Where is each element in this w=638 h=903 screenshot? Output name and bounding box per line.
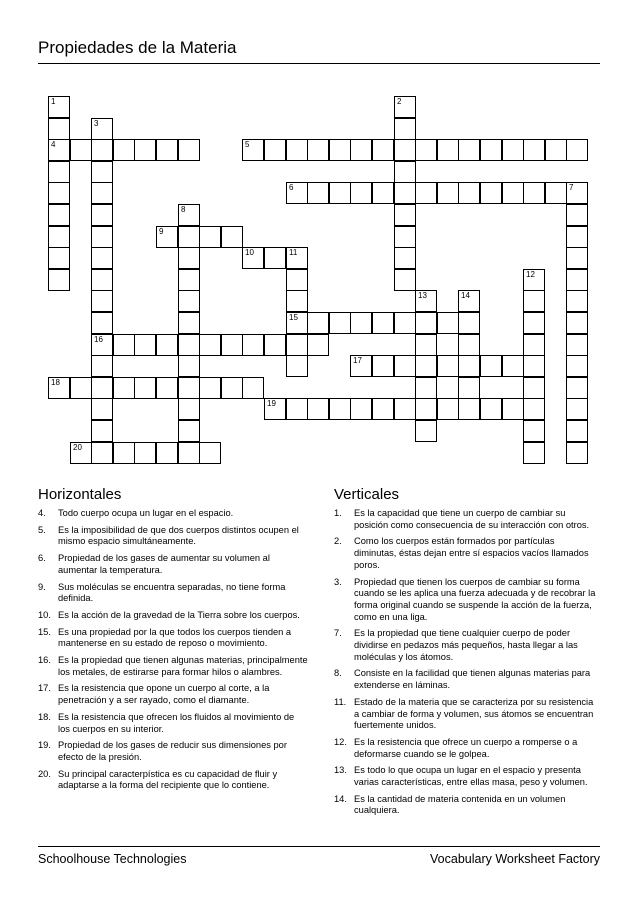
clue-number-label: 14 <box>461 291 470 300</box>
clue-item <box>334 697 598 732</box>
clue-text: Es la acción de la gravedad de la Tierra sobre los cuerpos. <box>58 609 300 620</box>
clue-item <box>334 765 598 788</box>
crossword-cell[interactable] <box>134 139 156 161</box>
crossword-cell[interactable] <box>91 442 113 464</box>
crossword-cell[interactable] <box>437 312 459 334</box>
clue-number: 15. <box>38 626 51 637</box>
crossword-cell[interactable] <box>394 355 416 377</box>
crossword-cell[interactable] <box>242 139 264 161</box>
crossword-cell[interactable] <box>415 312 437 334</box>
clue-item <box>38 740 308 763</box>
crossword-cell[interactable] <box>91 290 113 312</box>
crossword-cell[interactable] <box>458 377 480 399</box>
clue-number: 16. <box>38 655 51 666</box>
crossword-cell[interactable] <box>523 420 545 442</box>
crossword-cell[interactable] <box>566 398 588 420</box>
clue-number: 17. <box>38 683 51 694</box>
crossword-cell[interactable] <box>221 226 243 248</box>
crossword-cell[interactable] <box>458 334 480 356</box>
footer-divider <box>38 846 600 847</box>
crossword-cell[interactable] <box>91 355 113 377</box>
crossword-cell[interactable] <box>113 442 135 464</box>
crossword-cell[interactable] <box>372 355 394 377</box>
crossword-cell[interactable] <box>156 226 178 248</box>
crossword-cell[interactable] <box>91 247 113 269</box>
clue-item <box>334 628 598 663</box>
clue-item <box>334 577 598 624</box>
crossword-cell[interactable] <box>178 312 200 334</box>
crossword-cell[interactable] <box>178 139 200 161</box>
crossword-cell[interactable] <box>523 269 545 291</box>
crossword-cell[interactable] <box>415 182 437 204</box>
crossword-cell[interactable] <box>91 334 113 356</box>
crossword-cell[interactable] <box>286 312 308 334</box>
clue-text: Es una propiedad por la que todos los cuerpos tienden a mantenerse en su estado de reposo o movimiento. <box>58 626 292 649</box>
clue-number-label: 10 <box>245 248 254 257</box>
crossword-cell[interactable] <box>415 334 437 356</box>
crossword-cell[interactable] <box>48 377 70 399</box>
clue-text: Es la capacidad que tiene un cuerpo de cambiar su posición como consecuencia de su interacción con otros. <box>354 508 590 530</box>
crossword-cell[interactable] <box>264 334 286 356</box>
crossword-cell[interactable] <box>437 398 459 420</box>
clue-item <box>334 794 598 817</box>
crossword-cell[interactable] <box>134 334 156 356</box>
crossword-cell[interactable] <box>156 442 178 464</box>
crossword-cell[interactable] <box>48 182 70 204</box>
crossword-cell[interactable] <box>372 312 394 334</box>
clue-text: Estado de la materia que se caracteriza por su resistencia a cambiar de forma y volumen, sus átomos se encuentran fuertemente unidos. <box>354 696 594 731</box>
crossword-cell[interactable] <box>178 290 200 312</box>
clue-text: Es la propiedad que tiene cualquier cuerpo de poder dividirse en pedazos más pequeños, hasta llegar a las moléculas y los átomos. <box>354 628 578 662</box>
clue-item <box>334 737 598 760</box>
horizontales-clue-list <box>38 508 308 797</box>
clue-number-label: 15 <box>289 313 298 322</box>
crossword-cell[interactable] <box>286 290 308 312</box>
clue-text: Es la resistencia que ofrece un cuerpo a romperse o a deformarse cuando se le golpea. <box>354 736 578 759</box>
crossword-cell[interactable] <box>242 247 264 269</box>
crossword-cell[interactable] <box>48 118 70 140</box>
crossword-cell[interactable] <box>566 442 588 464</box>
clue-number-label: 18 <box>51 378 60 387</box>
crossword-cell[interactable] <box>91 118 113 140</box>
crossword-cell[interactable] <box>134 442 156 464</box>
clue-number: 8. <box>334 668 342 679</box>
crossword-cell[interactable] <box>394 139 416 161</box>
clue-text: Es la resistencia que ofrecen los fluidos al movimiento de los cuerpos en su interior. <box>58 711 295 734</box>
crossword-cell[interactable] <box>415 290 437 312</box>
crossword-cell[interactable] <box>156 377 178 399</box>
crossword-cell[interactable] <box>48 226 70 248</box>
crossword-cell[interactable] <box>394 96 416 118</box>
crossword-cell[interactable] <box>264 139 286 161</box>
crossword-cell[interactable] <box>523 182 545 204</box>
clue-number-label: 3 <box>94 119 99 128</box>
crossword-cell[interactable] <box>566 420 588 442</box>
crossword-cell[interactable] <box>91 204 113 226</box>
crossword-cell[interactable] <box>307 139 329 161</box>
crossword-cell[interactable] <box>48 96 70 118</box>
crossword-cell[interactable] <box>394 161 416 183</box>
clue-item <box>38 582 308 605</box>
crossword-cell[interactable] <box>545 139 567 161</box>
crossword-cell[interactable] <box>178 420 200 442</box>
crossword-cell[interactable] <box>48 161 70 183</box>
crossword-cell[interactable] <box>307 398 329 420</box>
crossword-cell[interactable] <box>199 334 221 356</box>
clue-number: 5. <box>38 524 46 535</box>
clue-number: 18. <box>38 711 51 722</box>
crossword-cell[interactable] <box>113 139 135 161</box>
crossword-cell[interactable] <box>178 334 200 356</box>
crossword-cell[interactable] <box>480 182 502 204</box>
crossword-cell[interactable] <box>178 226 200 248</box>
crossword-cell[interactable] <box>242 334 264 356</box>
clue-number: 11. <box>334 696 347 707</box>
crossword-cell[interactable] <box>566 226 588 248</box>
crossword-cell[interactable] <box>221 377 243 399</box>
crossword-cell[interactable] <box>566 377 588 399</box>
crossword-cell[interactable] <box>178 247 200 269</box>
crossword-cell[interactable] <box>394 182 416 204</box>
crossword-cell[interactable] <box>415 398 437 420</box>
clue-number: 2. <box>334 536 342 547</box>
clue-text: Es la propiedad que tienen algunas materias, principalmente los metales, de estirarse para formar hilos o alambres. <box>58 655 308 677</box>
crossword-cell[interactable] <box>566 269 588 291</box>
clue-text: Propiedad de los gases de aumentar su volumen al aumentar la temperatura. <box>58 553 270 575</box>
crossword-cell[interactable] <box>566 290 588 312</box>
crossword-cell[interactable] <box>286 182 308 204</box>
crossword-cell[interactable] <box>458 312 480 334</box>
crossword-cell[interactable] <box>70 377 92 399</box>
clue-item <box>38 655 308 678</box>
crossword-cell[interactable] <box>350 398 372 420</box>
crossword-cell[interactable] <box>566 139 588 161</box>
crossword-cell[interactable] <box>91 398 113 420</box>
crossword-cell[interactable] <box>91 161 113 183</box>
crossword-cell[interactable] <box>350 312 372 334</box>
crossword-cell[interactable] <box>523 355 545 377</box>
crossword-cell[interactable] <box>458 355 480 377</box>
clue-number-label: 1 <box>51 97 56 106</box>
clue-text: Es todo lo que ocupa un lugar en el espacio y presenta varias características, entre ellas masa, peso y volumen. <box>354 765 588 788</box>
clue-number-label: 12 <box>526 270 535 279</box>
crossword-cell[interactable] <box>523 398 545 420</box>
clue-text: Su principal caracterpística es cu capacidad de fluir y adaptarse a la forma del recipiente que lo contiene. <box>58 768 278 791</box>
crossword-cell[interactable] <box>458 139 480 161</box>
crossword-cell[interactable] <box>178 398 200 420</box>
crossword-cell[interactable] <box>156 334 178 356</box>
crossword-cell[interactable] <box>113 377 135 399</box>
crossword-cell[interactable] <box>264 398 286 420</box>
crossword-cell[interactable] <box>48 139 70 161</box>
clue-number-label: 5 <box>245 140 250 149</box>
clue-number: 12. <box>334 736 347 747</box>
crossword-cell[interactable] <box>566 204 588 226</box>
page-title: Propiedades de la Materia <box>38 38 237 57</box>
crossword-cell[interactable] <box>394 204 416 226</box>
clue-item <box>334 508 598 531</box>
clue-number: 6. <box>38 553 46 564</box>
clue-text: Como los cuerpos están formados por partículas diminutas, éstas dejan entre sí espacios vacíos llamados poros. <box>354 536 589 570</box>
crossword-cell[interactable] <box>199 377 221 399</box>
crossword-cell[interactable] <box>566 334 588 356</box>
crossword-cell[interactable] <box>566 355 588 377</box>
crossword-cell[interactable] <box>91 226 113 248</box>
clue-number-label: 6 <box>289 183 294 192</box>
crossword-cell[interactable] <box>437 355 459 377</box>
crossword-cell[interactable] <box>480 398 502 420</box>
clue-item <box>38 610 308 622</box>
clue-text: Es la resistencia que opone un cuerpo al corte, a la penetración y a ser rayado, como el diamante. <box>58 683 270 706</box>
crossword-cell[interactable] <box>415 355 437 377</box>
crossword-cell[interactable] <box>394 312 416 334</box>
crossword-cell[interactable] <box>523 290 545 312</box>
crossword-cell[interactable] <box>329 182 351 204</box>
clue-number-label: 8 <box>181 205 186 214</box>
clue-text: Propiedad de los gases de reducir sus dimensiones por efecto de la presión. <box>58 740 287 762</box>
crossword-cell[interactable] <box>178 269 200 291</box>
crossword-cell[interactable] <box>350 182 372 204</box>
crossword-cell[interactable] <box>437 139 459 161</box>
crossword-cell[interactable] <box>523 334 545 356</box>
crossword-cell[interactable] <box>286 247 308 269</box>
clue-number-label: 16 <box>94 335 103 344</box>
crossword-cell[interactable] <box>415 377 437 399</box>
clue-text: Es la imposibilidad de que dos cuerpos distintos ocupen el mismo espacio simultáneamente. <box>58 524 299 547</box>
crossword-cell[interactable] <box>523 139 545 161</box>
clue-item <box>38 508 308 520</box>
crossword-cell[interactable] <box>134 377 156 399</box>
crossword-cell[interactable] <box>307 312 329 334</box>
crossword-cell[interactable] <box>307 182 329 204</box>
crossword-cell[interactable] <box>372 182 394 204</box>
clue-number-label: 9 <box>159 227 164 236</box>
crossword-cell[interactable] <box>480 355 502 377</box>
clue-item <box>334 668 598 691</box>
clue-item <box>334 536 598 571</box>
clue-item <box>38 525 308 548</box>
clue-item <box>38 553 308 576</box>
crossword-cell[interactable] <box>178 355 200 377</box>
horizontales-heading: Horizontales <box>38 486 122 503</box>
verticales-clue-list <box>334 508 598 822</box>
clue-text: Consiste en la facilidad que tienen algunas materias para extenderse en láminas. <box>354 668 591 691</box>
footer-right-text: Vocabulary Worksheet Factory <box>430 852 600 866</box>
clue-number-label: 20 <box>73 443 82 452</box>
crossword-cell[interactable] <box>566 247 588 269</box>
clue-number-label: 19 <box>267 399 276 408</box>
crossword-cell[interactable] <box>502 139 524 161</box>
crossword-cell[interactable] <box>350 355 372 377</box>
crossword-cell[interactable] <box>199 442 221 464</box>
clue-text: Es la cantidad de materia contenida en un volumen cualquiera. <box>354 793 566 816</box>
clue-number: 7. <box>334 628 342 639</box>
clue-text: Sus moléculas se encuentra separadas, no tiene forma definida. <box>58 581 286 604</box>
crossword-cell[interactable] <box>415 420 437 442</box>
crossword-cell[interactable] <box>48 269 70 291</box>
clue-number: 19. <box>38 740 51 751</box>
crossword-cell[interactable] <box>329 139 351 161</box>
clue-item <box>38 627 308 650</box>
crossword-cell[interactable] <box>502 355 524 377</box>
crossword-cell[interactable] <box>523 377 545 399</box>
crossword-cell[interactable] <box>48 204 70 226</box>
crossword-cell[interactable] <box>415 139 437 161</box>
crossword-cell[interactable] <box>502 182 524 204</box>
clue-number: 14. <box>334 793 347 804</box>
clue-number-label: 2 <box>397 97 402 106</box>
crossword-cell[interactable] <box>48 247 70 269</box>
crossword-cell[interactable] <box>113 334 135 356</box>
crossword-cell[interactable] <box>502 398 524 420</box>
clue-number-label: 4 <box>51 140 56 149</box>
crossword-cell[interactable] <box>286 398 308 420</box>
crossword-cell[interactable] <box>286 355 308 377</box>
crossword-cell[interactable] <box>178 442 200 464</box>
crossword-cell[interactable] <box>156 139 178 161</box>
crossword-cell[interactable] <box>199 226 221 248</box>
clue-number: 10. <box>38 609 51 620</box>
crossword-cell[interactable] <box>178 204 200 226</box>
crossword-cell[interactable] <box>458 290 480 312</box>
crossword-cell[interactable] <box>437 182 459 204</box>
footer-left-text: Schoolhouse Technologies <box>38 852 187 866</box>
clue-number: 1. <box>334 508 342 518</box>
clue-text: Propiedad que tienen los cuerpos de cambiar su forma cuando se les aplica una fuerza adecuada y de recobrar la forma original cuando se suspende la acción de la fuerza, como en una liga. <box>354 576 596 622</box>
crossword-cell[interactable] <box>286 139 308 161</box>
crossword-cell[interactable] <box>566 182 588 204</box>
crossword-cell[interactable] <box>70 139 92 161</box>
verticales-heading: Verticales <box>334 486 400 503</box>
crossword-cell[interactable] <box>566 312 588 334</box>
crossword-cell[interactable] <box>523 312 545 334</box>
crossword-cell[interactable] <box>70 442 92 464</box>
crossword-cell[interactable] <box>394 226 416 248</box>
crossword-cell[interactable] <box>91 377 113 399</box>
clue-number-label: 13 <box>418 291 427 300</box>
crossword-cell[interactable] <box>329 312 351 334</box>
clue-item <box>38 769 308 792</box>
crossword-cell[interactable] <box>523 442 545 464</box>
crossword-cell[interactable] <box>329 398 351 420</box>
crossword-cell[interactable] <box>91 139 113 161</box>
crossword-cell[interactable] <box>178 377 200 399</box>
crossword-cell[interactable] <box>394 118 416 140</box>
crossword-cell[interactable] <box>394 398 416 420</box>
clue-number-label: 17 <box>353 356 362 365</box>
crossword-cell[interactable] <box>91 312 113 334</box>
crossword-cell[interactable] <box>264 247 286 269</box>
crossword-cell[interactable] <box>91 420 113 442</box>
clue-number: 13. <box>334 765 347 776</box>
crossword-cell[interactable] <box>394 247 416 269</box>
crossword-cell[interactable] <box>372 139 394 161</box>
clue-number: 3. <box>334 576 342 587</box>
crossword-cell[interactable] <box>458 398 480 420</box>
crossword-cell[interactable] <box>286 269 308 291</box>
clue-item <box>38 683 308 706</box>
crossword-cell[interactable] <box>350 139 372 161</box>
crossword-cell[interactable] <box>307 334 329 356</box>
crossword-cell[interactable] <box>221 334 243 356</box>
crossword-cell[interactable] <box>545 182 567 204</box>
clue-item <box>38 712 308 735</box>
clue-number: 20. <box>38 768 51 779</box>
crossword-cell[interactable] <box>394 269 416 291</box>
crossword-cell[interactable] <box>91 182 113 204</box>
crossword-cell[interactable] <box>91 269 113 291</box>
crossword-cell[interactable] <box>372 398 394 420</box>
clue-number-label: 11 <box>289 248 298 257</box>
clue-number: 4. <box>38 508 46 518</box>
crossword-cell[interactable] <box>286 334 308 356</box>
crossword-cell[interactable] <box>458 182 480 204</box>
clue-number: 9. <box>38 581 46 592</box>
crossword-cell[interactable] <box>480 139 502 161</box>
crossword-cell[interactable] <box>242 377 264 399</box>
clue-number-label: 7 <box>569 183 574 192</box>
clue-text: Todo cuerpo ocupa un lugar en el espacio. <box>58 508 234 518</box>
